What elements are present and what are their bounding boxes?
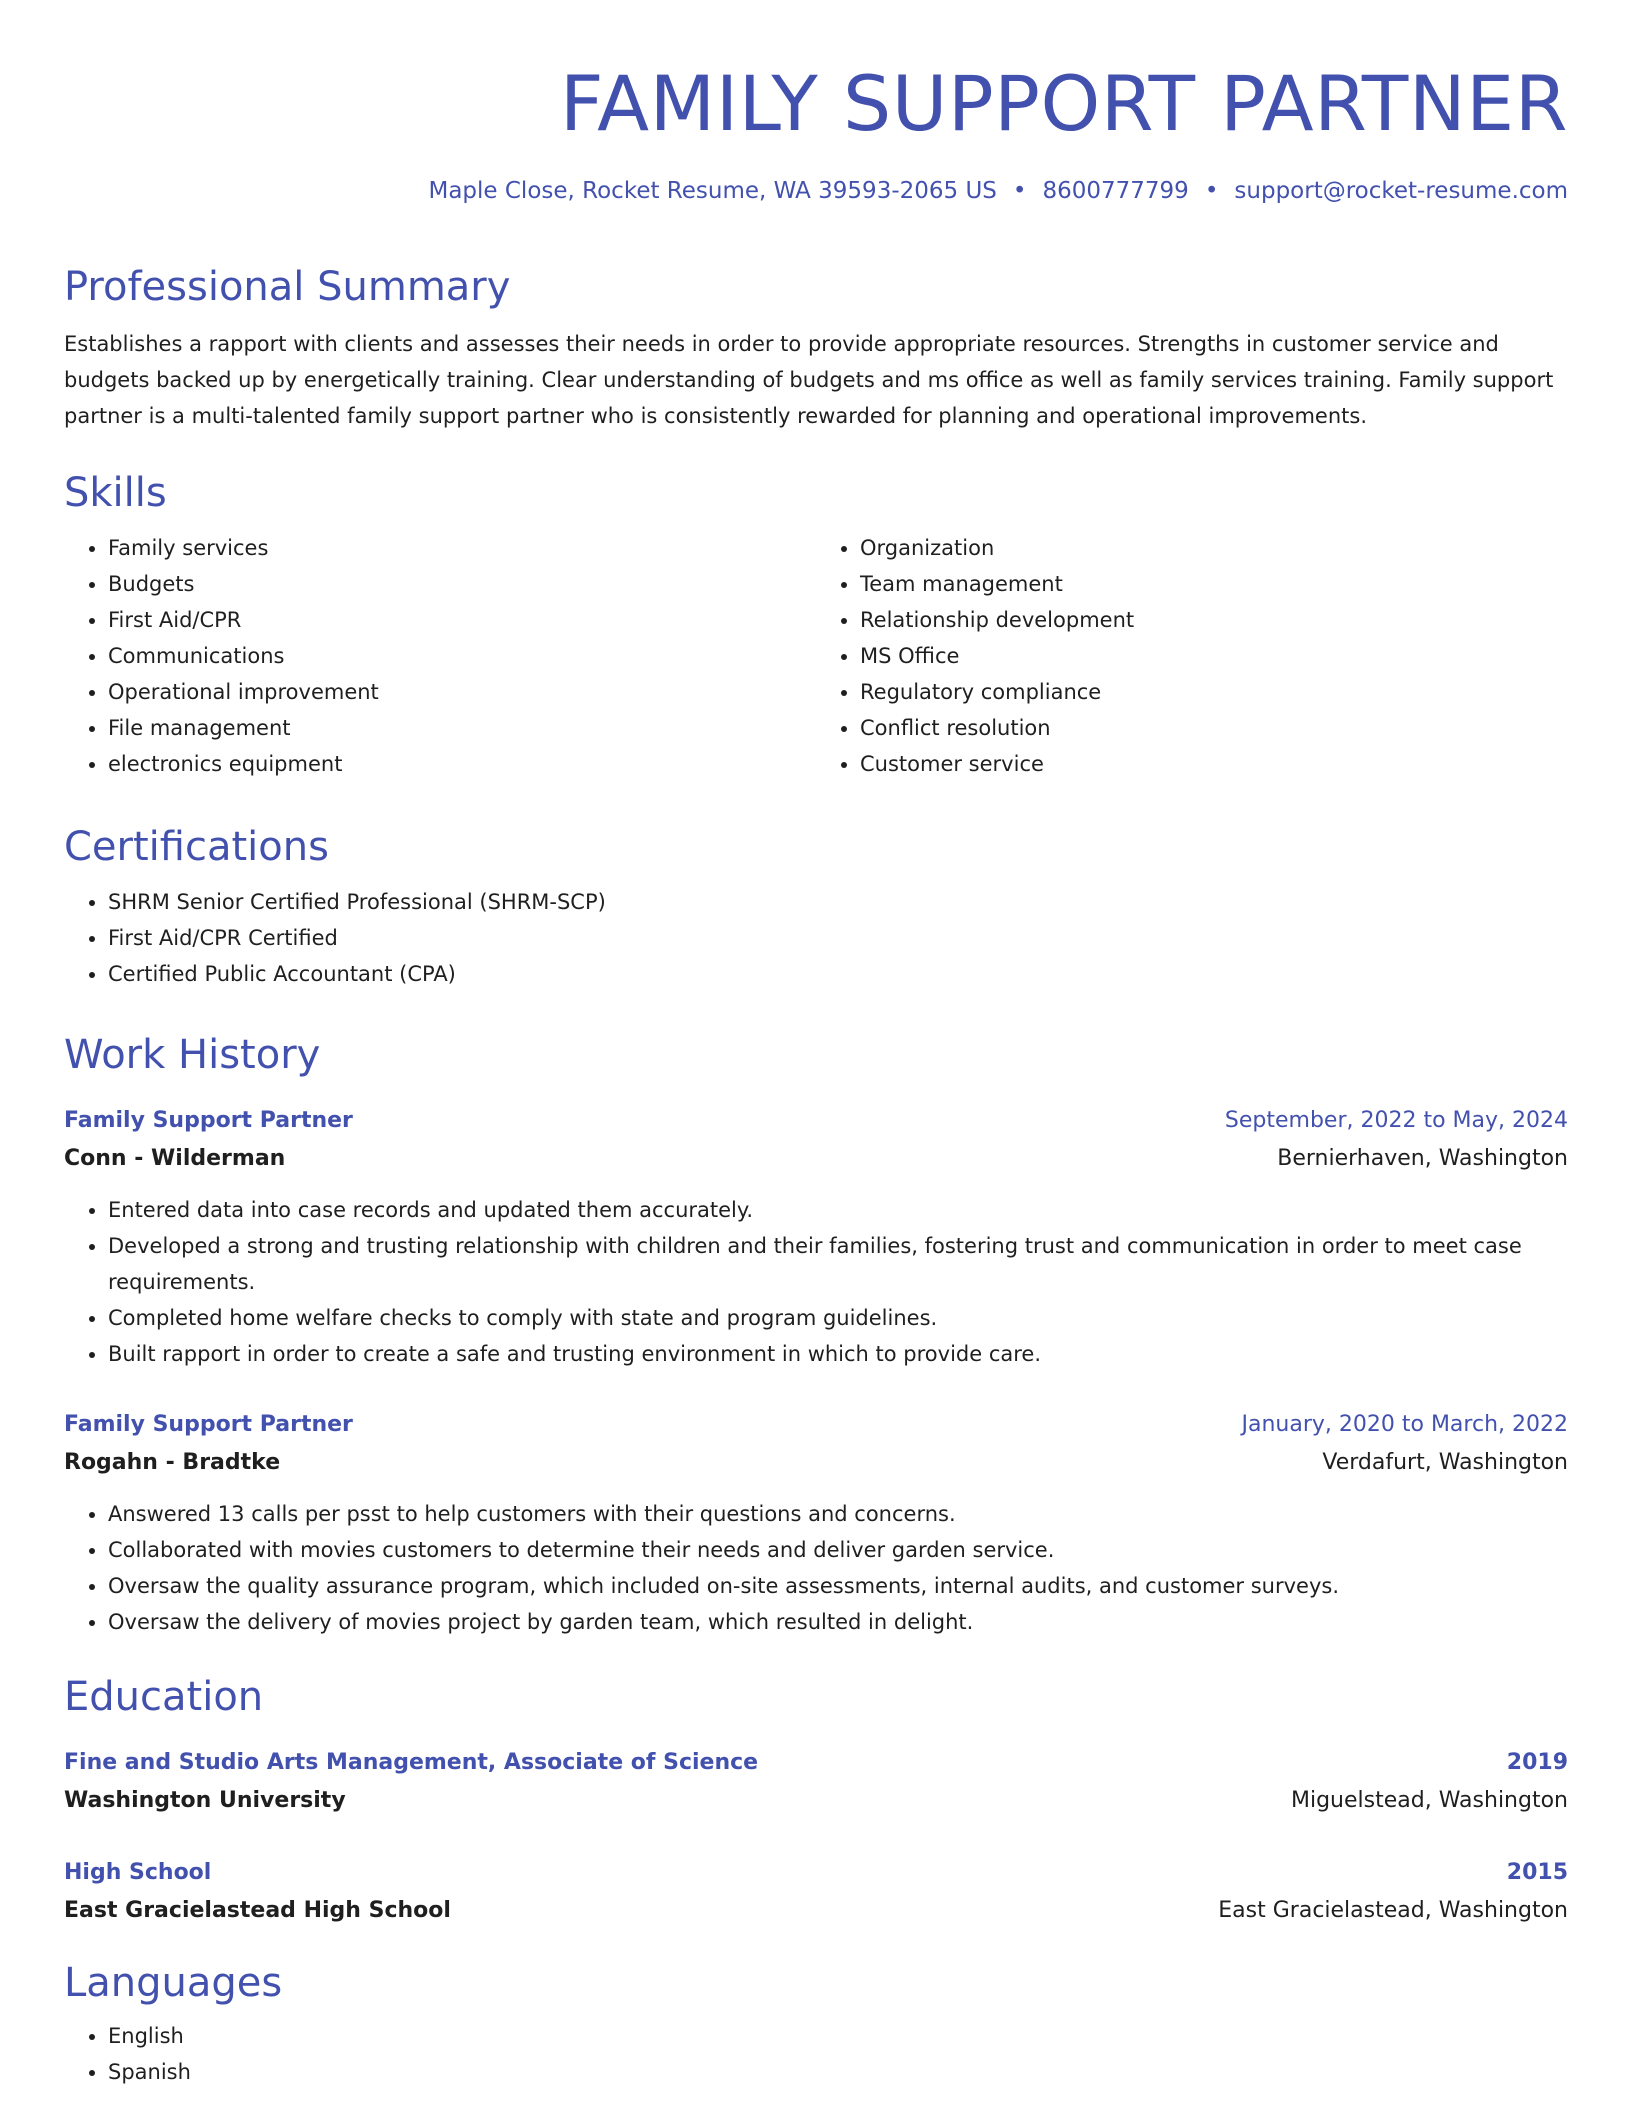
language-item: • Spanish bbox=[108, 2054, 1568, 2090]
education-school: Washington University bbox=[64, 1788, 346, 1813]
contact-email[interactable]: support@rocket-resume.com bbox=[1234, 178, 1568, 204]
job-dates: January, 2020 to March, 2022 bbox=[1241, 1412, 1568, 1437]
job-bullet: • Oversaw the quality assurance program, which included on-site assessments, internal audits, and customer surveys. bbox=[108, 1568, 1568, 1604]
summary-text: Establishes a rapport with clients and assesses their needs in order to provide appropriate resources. Strengths in customer service and budgets backed up by energetically training. Clear understanding of budgets and ms office as well as family services training. Family support partner is a multi-talented family support partner who is consistently rewarded for planning and operational improvements. bbox=[64, 332, 1554, 428]
skills-title: Skills bbox=[64, 470, 167, 516]
job-title: Family Support Partner bbox=[64, 1108, 353, 1133]
certification-item: • First Aid/CPR Certified bbox=[108, 920, 1568, 956]
skill-item: • Budgets bbox=[108, 566, 816, 602]
job-bullet: • Built rapport in order to create a safe and trusting environment in which to provide care. bbox=[108, 1336, 1568, 1372]
work-history-title: Work History bbox=[64, 1032, 321, 1078]
skill-item: • Team management bbox=[860, 566, 1568, 602]
language-item: • English bbox=[108, 2018, 1568, 2054]
job-location: Verdafurt, Washington bbox=[1322, 1450, 1568, 1475]
work-history-section bbox=[64, 1030, 1568, 1080]
job-title: Family Support Partner bbox=[64, 1412, 353, 1437]
job-bullet: • Completed home welfare checks to comply with state and program guidelines. bbox=[108, 1300, 1568, 1336]
skill-item: • Operational improvement bbox=[108, 674, 816, 710]
education-degree: Fine and Studio Arts Management, Associate of Science bbox=[64, 1750, 759, 1775]
job-subheader bbox=[64, 1444, 1568, 1482]
job-header bbox=[64, 1406, 1568, 1444]
certifications-section bbox=[64, 822, 1568, 992]
certifications-list bbox=[64, 884, 1568, 992]
skill-item: • Family services bbox=[108, 530, 816, 566]
education-degree: High School bbox=[64, 1860, 212, 1885]
job-entry bbox=[64, 1406, 1568, 1640]
job-entry bbox=[64, 1102, 1568, 1372]
resume-name: FAMILY SUPPORT PARTNER bbox=[559, 59, 1568, 148]
skill-item: • Conflict resolution bbox=[860, 710, 1568, 746]
education-entry bbox=[64, 1854, 1568, 1930]
summary-section bbox=[64, 262, 1568, 434]
languages-section bbox=[64, 1958, 1568, 2090]
contact-separator: • bbox=[1204, 178, 1219, 204]
skill-item: • Customer service bbox=[860, 746, 1568, 782]
contact-address: Maple Close, Rocket Resume, WA 39593-2065 US bbox=[428, 178, 997, 204]
certifications-title: Certifications bbox=[64, 824, 329, 870]
education-subheader bbox=[64, 1782, 1568, 1820]
education-header bbox=[64, 1744, 1568, 1782]
education-location: Miguelstead, Washington bbox=[1291, 1788, 1568, 1813]
job-location: Bernierhaven, Washington bbox=[1277, 1146, 1568, 1171]
skill-item: • Relationship development bbox=[860, 602, 1568, 638]
languages-list bbox=[64, 2018, 1568, 2090]
job-bullet: • Developed a strong and trusting relationship with children and their families, fostering trust and communication in order to meet case requirements. bbox=[108, 1228, 1568, 1300]
skill-item: • File management bbox=[108, 710, 816, 746]
education-year: 2019 bbox=[1506, 1750, 1568, 1775]
skill-item: • Communications bbox=[108, 638, 816, 674]
skills-columns bbox=[64, 518, 1568, 782]
skill-item: • electronics equipment bbox=[108, 746, 816, 782]
summary-title: Professional Summary bbox=[64, 264, 511, 310]
education-header bbox=[64, 1854, 1568, 1892]
job-bullet: • Oversaw the delivery of movies project by garden team, which resulted in delight. bbox=[108, 1604, 1568, 1640]
job-bullets bbox=[64, 1496, 1568, 1640]
skill-item: • Organization bbox=[860, 530, 1568, 566]
education-school: East Gracielastead High School bbox=[64, 1898, 451, 1923]
job-bullet: • Entered data into case records and updated them accurately. bbox=[108, 1192, 1568, 1228]
job-bullet: • Answered 13 calls per psst to help customers with their questions and concerns. bbox=[108, 1496, 1568, 1532]
job-company: Conn - Wilderman bbox=[64, 1146, 286, 1171]
contact-separator: • bbox=[1012, 178, 1027, 204]
education-year: 2015 bbox=[1506, 1860, 1568, 1885]
education-location: East Gracielastead, Washington bbox=[1218, 1898, 1568, 1923]
education-section bbox=[64, 1672, 1568, 1722]
skills-section bbox=[64, 468, 1568, 782]
contact-line bbox=[428, 176, 1568, 206]
skills-list-left bbox=[64, 530, 816, 782]
education-entry bbox=[64, 1744, 1568, 1820]
job-company: Rogahn - Bradtke bbox=[64, 1450, 281, 1475]
job-dates: September, 2022 to May, 2024 bbox=[1224, 1108, 1568, 1133]
skill-item: • MS Office bbox=[860, 638, 1568, 674]
job-header bbox=[64, 1102, 1568, 1140]
skill-item: • First Aid/CPR bbox=[108, 602, 816, 638]
certification-item: • SHRM Senior Certified Professional (SHRM-SCP) bbox=[108, 884, 1568, 920]
job-subheader bbox=[64, 1140, 1568, 1178]
job-bullets bbox=[64, 1192, 1568, 1372]
education-subheader bbox=[64, 1892, 1568, 1930]
skill-item: • Regulatory compliance bbox=[860, 674, 1568, 710]
certification-item: • Certified Public Accountant (CPA) bbox=[108, 956, 1568, 992]
languages-title: Languages bbox=[64, 1960, 283, 2006]
contact-phone: 8600777799 bbox=[1042, 178, 1189, 204]
skills-list-right bbox=[816, 530, 1568, 782]
education-title: Education bbox=[64, 1674, 264, 1720]
job-bullet: • Collaborated with movies customers to determine their needs and deliver garden service. bbox=[108, 1532, 1568, 1568]
